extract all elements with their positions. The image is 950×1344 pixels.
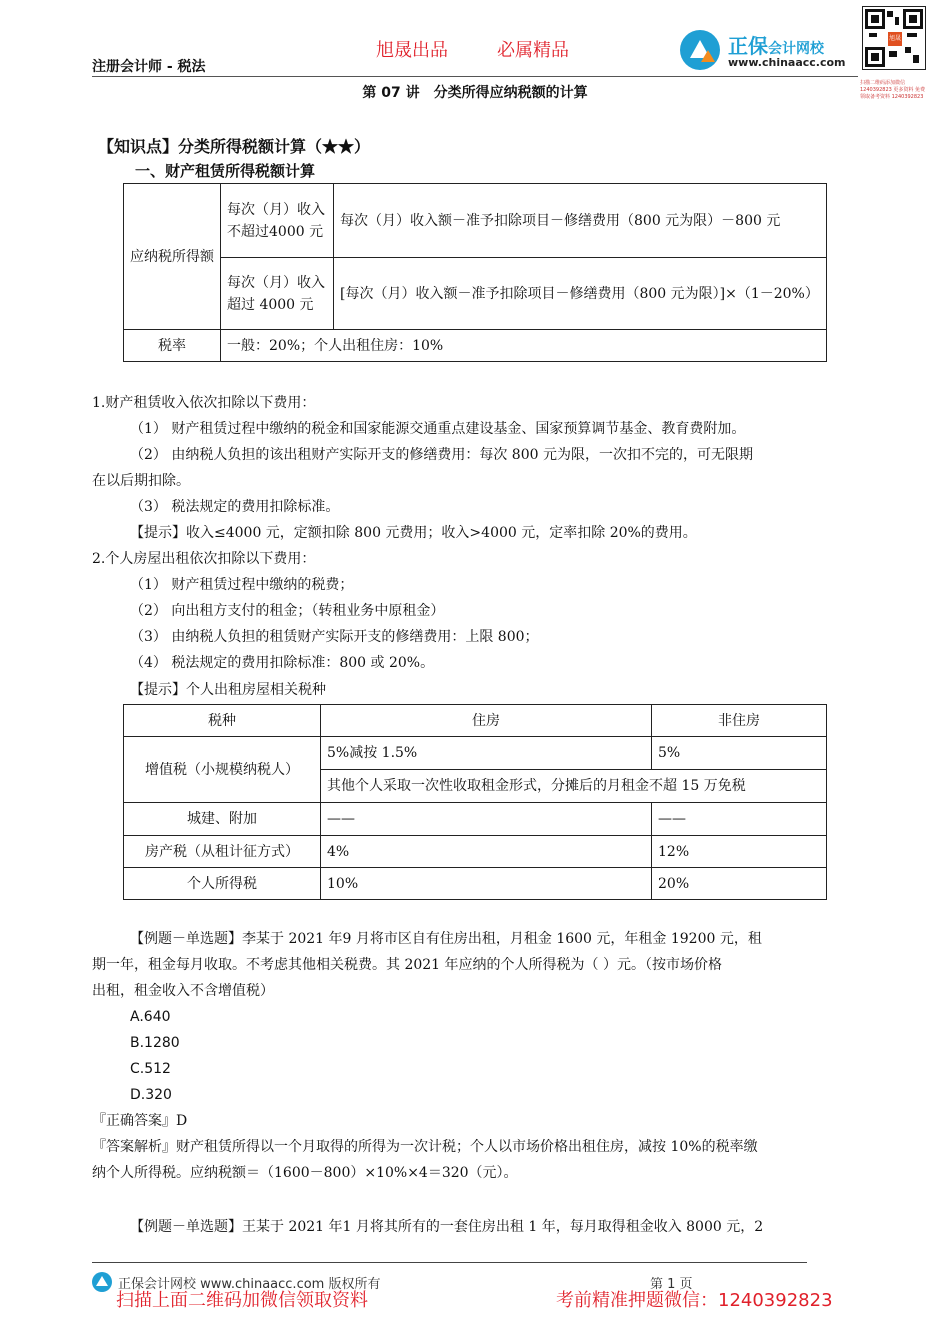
option-a: A.640 [130, 1009, 171, 1025]
list-item: （1） 财产租赁过程中缴纳的税费； [130, 577, 354, 593]
qr-center-label: 旭晟 [888, 35, 901, 42]
vat-note: 其他个人采取一次性收取租金形式，分摊后的月租金不超 15 万免税 [321, 770, 827, 803]
tip-text: 【提示】收入≤4000 元，定额扣除 800 元费用；收入>4000 元，定率扣除 20%的费用。 [130, 525, 697, 541]
example-question-line: 出租，租金收入不含增值税） [92, 983, 274, 999]
list-item: （4） 税法规定的费用扣除标准：800 或 20%。 [130, 655, 435, 671]
course-name: 注册会计师 - 税法 [92, 59, 206, 75]
table-header: 非住房 [652, 705, 827, 737]
list-item: （1） 财产租赁过程中缴纳的税金和国家能源交通重点建设基金、国家预算调节基金、教育费附加。 [130, 421, 746, 437]
section-title: 一、财产租赁所得税额计算 [135, 162, 316, 180]
vat-label: 增值税（小规模纳税人） [124, 737, 321, 803]
lecture-title: 第 07 讲 分类所得应纳税额的计算 [362, 85, 588, 101]
page-number: 第 1 页 [650, 1277, 693, 1292]
rental-tax-table [123, 183, 827, 362]
knowledge-point-title: 【知识点】分类所得税额计算（★★） [98, 137, 371, 156]
table-header: 税种 [124, 705, 321, 737]
rental-related-taxes-table [123, 704, 827, 900]
formula-over-4000: [每次（月）收入额－准予扣除项目－修缮费用（800 元为限）]×（1－20%） [334, 258, 827, 330]
logo-subtitle: 会计网校 [768, 41, 824, 57]
answer-analysis: 纳个人所得税。应纳税额＝（1600－800）×10%×4＝320（元）。 [92, 1165, 518, 1181]
taxable-income-label: 应纳税所得额 [124, 184, 221, 330]
tax-rate-value: 一般：20%；个人出租住房：10% [221, 330, 827, 362]
condition-over-4000: 每次（月）收入超过 4000 元 [221, 258, 334, 330]
footer-copyright: 正保会计网校 www.chinaacc.com 版权所有 [118, 1277, 381, 1292]
property-tax-residential: 4% [321, 836, 652, 868]
option-b: B.1280 [130, 1035, 180, 1051]
list-item: 1.财产租赁收入依次扣除以下费用： [92, 395, 316, 411]
chinaacc-logo-icon [92, 1272, 112, 1292]
property-tax-nonresidential: 12% [652, 836, 827, 868]
qr-caption: 扫描二维码添加微信 1240392823 更多资料 免费领取备考资料 1240392823 [860, 80, 925, 100]
example-question-line: 期一年，租金每月收取。不考虑其他相关税费。其 2021 年应纳的个人所得税为（ ）元。（按市场价格 [92, 957, 722, 973]
option-d: D.320 [130, 1087, 172, 1103]
income-tax-label: 个人所得税 [124, 868, 321, 900]
example-question-line: 【例题－单选题】李某于 2021 年9 月将市区自有住房出租，月租金 1600 元，年租金 19200 元，租 [130, 931, 762, 947]
chinaacc-logo [680, 28, 860, 74]
answer-analysis: 『答案解析』财产租赁所得以一个月取得的所得为一次计税；个人以市场价格出租住房，减按 10%的税率缴 [92, 1139, 758, 1155]
correct-answer: 『正确答案』D [92, 1113, 188, 1129]
vat-residential: 5%减按 1.5% [321, 737, 652, 770]
logo-title: 正保 [728, 34, 768, 58]
logo-url: www.chinaacc.com [728, 56, 846, 69]
list-item: 在以后期扣除。 [92, 473, 190, 489]
promo-right: 考前精准押题微信：1240392823 [556, 1290, 833, 1311]
list-item: （3） 由纳税人负担的租赁财产实际开支的修缮费用：上限 800； [130, 629, 539, 645]
vat-nonresidential: 5% [652, 737, 827, 770]
formula-under-4000: 每次（月）收入额－准予扣除项目－修缮费用（800 元为限）－800 元 [334, 184, 827, 258]
example-question-line: 【例题－单选题】王某于 2021 年1 月将其所有的一套住房出租 1 年，每月取得租金收入 8000 元，2 [130, 1219, 764, 1235]
slogan-left: 旭晟出品 [376, 40, 448, 61]
list-item: （2） 由纳税人负担的该出租财产实际开支的修缮费用：每次 800 元为限，一次扣不完的，可无限期 [130, 447, 753, 463]
qr-code-icon [862, 6, 926, 70]
city-tax-label: 城建、附加 [124, 803, 321, 836]
condition-under-4000: 每次（月）收入不超过4000 元 [221, 184, 334, 258]
list-item: （3） 税法规定的费用扣除标准。 [130, 499, 340, 515]
table-header: 住房 [321, 705, 652, 737]
city-tax-nonresidential: —— [652, 803, 827, 836]
list-item: 2.个人房屋出租依次扣除以下费用： [92, 551, 316, 567]
header-divider [92, 76, 858, 77]
promo-left: 扫描上面二维码加微信领取资料 [116, 1290, 368, 1311]
slogan-right: 必属精品 [497, 40, 569, 61]
list-item: （2） 向出租方支付的租金；（转租业务中原租金） [130, 603, 445, 619]
city-tax-residential: —— [321, 803, 652, 836]
income-tax-residential: 10% [321, 868, 652, 900]
tax-rate-label: 税率 [124, 330, 221, 362]
property-tax-label: 房产税（从租计征方式） [124, 836, 321, 868]
income-tax-nonresidential: 20% [652, 868, 827, 900]
footer-divider [92, 1262, 807, 1263]
tip-text: 【提示】个人出租房屋相关税种 [130, 682, 326, 698]
option-c: C.512 [130, 1061, 171, 1077]
